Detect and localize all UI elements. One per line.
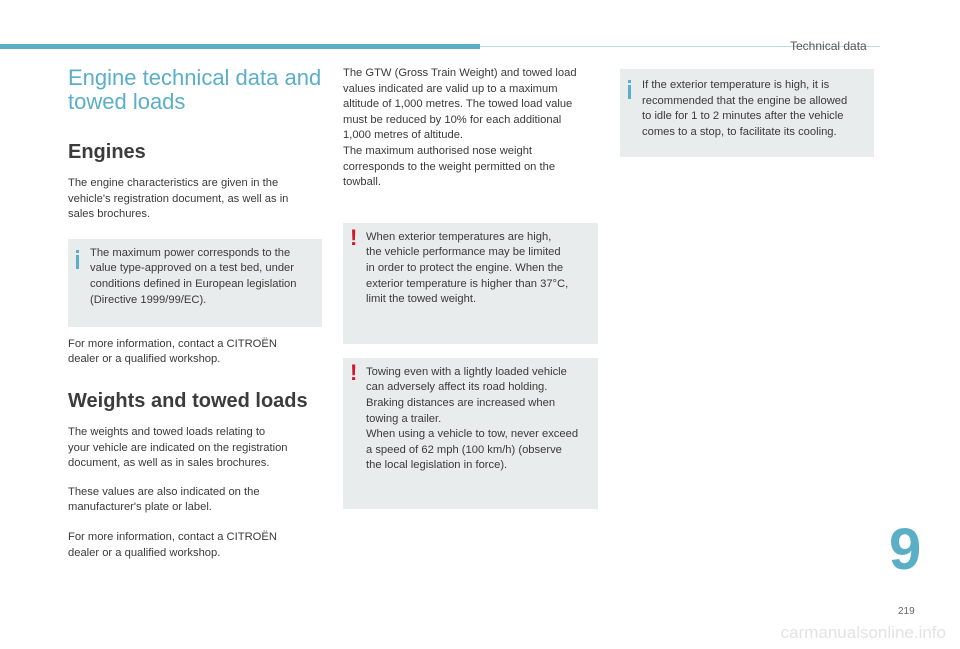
column-middle — [343, 66, 599, 509]
engines-paragraph: The engine characteristics are given in the vehicle's registration document, as well as in sales brochures. — [68, 177, 289, 221]
info-icon — [76, 255, 79, 269]
column-left — [68, 66, 324, 561]
weights-heading: Weights and towed loads — [68, 389, 308, 412]
info-note-power — [68, 239, 322, 327]
plate-paragraph: These values are also indicated on the manufacturer's plate or label. — [68, 485, 260, 514]
contact-paragraph-2: For more information, contact a CITROËN dealer or a qualified workshop. — [68, 530, 277, 559]
info-note-power-text: The maximum power corresponds to the value type-approved on a test bed, under conditions defined in European legislation (Directive 1999/99/EC). — [90, 246, 297, 306]
column-right — [620, 69, 874, 157]
warning-icon: ! — [350, 224, 358, 250]
warning-icon: ! — [350, 359, 358, 385]
gtw-paragraph: The GTW (Gross Train Weight) and towed load values indicated are valid up to a maximum altitude of 1,000 metres. The towed load value must be reduced by 10% for each additional 1,000 metres of altitude. The maximum authorised nose weight corresponds to the weight permitted on the towball. — [343, 67, 577, 189]
weights-paragraph: The weights and towed loads relating to your vehicle are indicated on the registration document, as well as in sales brochures. — [68, 425, 288, 470]
warning-note-heat — [343, 223, 598, 344]
page-title-line-1: Engine technical data and — [68, 65, 322, 90]
warning-note-towing — [343, 358, 598, 509]
info-note-idle-text: If the exterior temperature is high, it is recommended that the engine be allowed to idle for 1 to 2 minutes after the vehicle comes to a stop, to facilitate its cooling. — [642, 79, 848, 138]
page-number: 219 — [898, 606, 915, 617]
warning-note-heat-text: When exterior temperatures are high, the vehicle performance may be limited in order to protect the engine. When the exterior temperature is higher than 37°C, limit the towed weight. — [366, 230, 569, 306]
chapter-number: 9 — [889, 517, 922, 582]
page-title-line-2: towed loads — [68, 89, 186, 114]
page-title — [68, 66, 324, 114]
section-title: Technical data — [790, 39, 867, 53]
header-accent-bar — [0, 44, 480, 49]
contact-paragraph-1: For more information, contact a CITROËN dealer or a qualified workshop. — [68, 337, 277, 366]
info-icon — [628, 85, 631, 99]
watermark-text: carmanualsonline.info — [780, 623, 946, 642]
info-note-idle — [620, 69, 874, 157]
engines-heading: Engines — [68, 141, 146, 163]
warning-note-towing-text: Towing even with a lightly loaded vehicle can adversely affect its road holding. Braking distances are increased when towing a trailer. When using a vehicle to tow, never exceed a speed of 62 mph (100 km/h) (observe the local legislation in force). — [366, 365, 579, 472]
